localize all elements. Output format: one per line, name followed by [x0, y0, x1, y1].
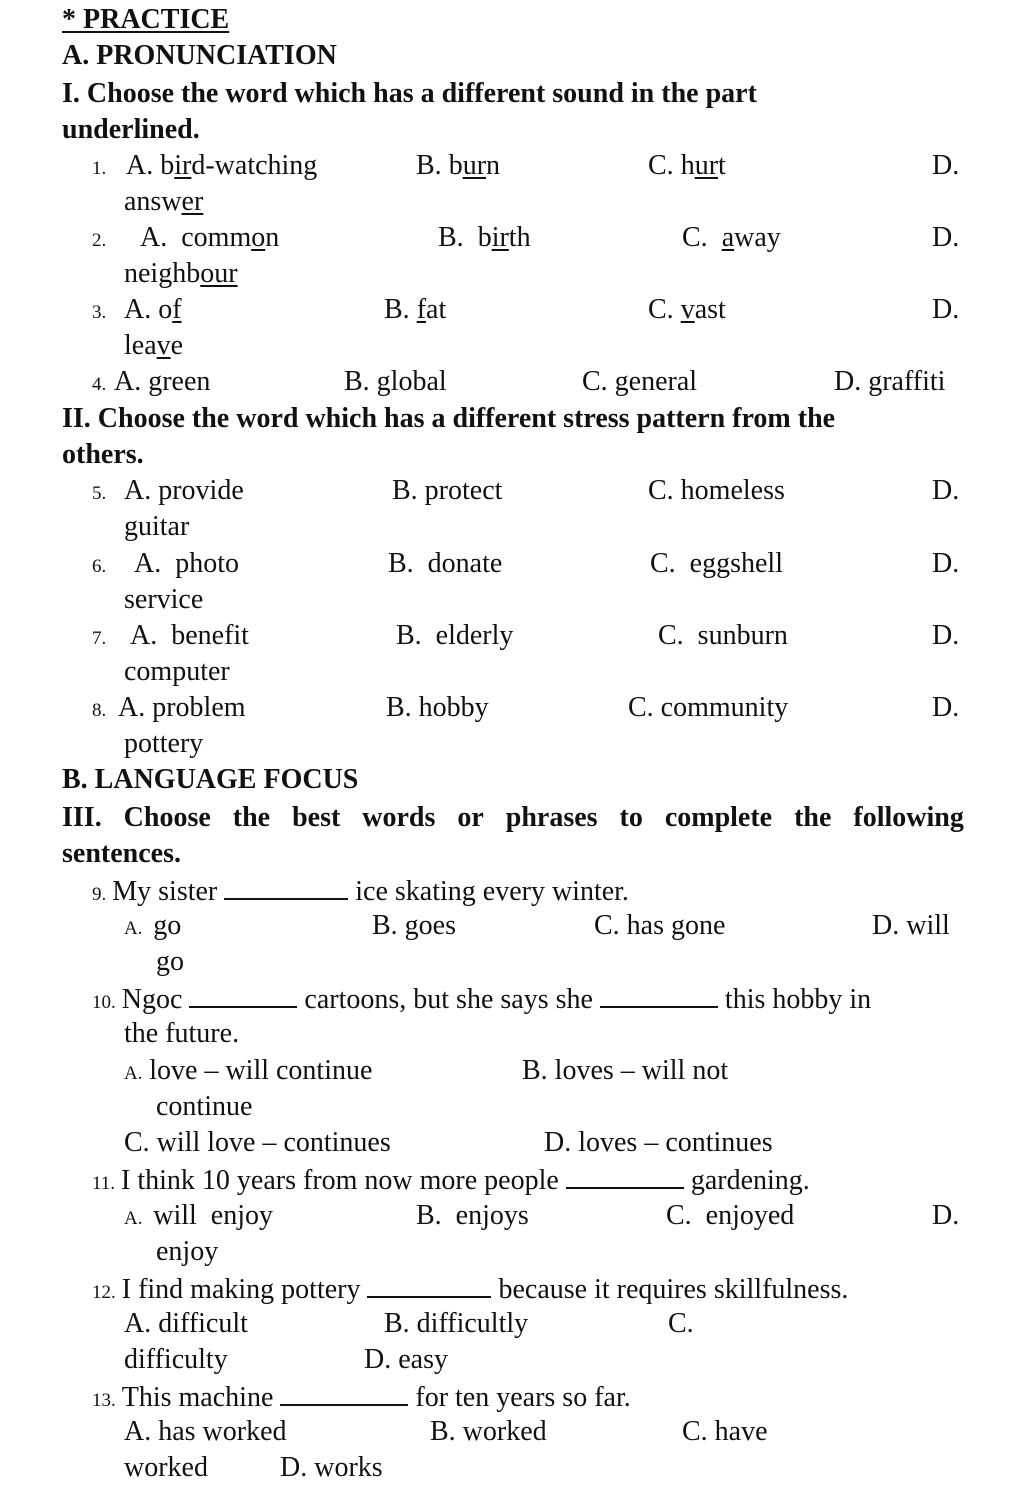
q8-number: 8.: [92, 700, 107, 721]
q10-option-b-cont: continue: [156, 1091, 253, 1122]
q10-option-d: D. loves – continues: [544, 1127, 773, 1158]
q9-option-b: B. goes: [372, 910, 456, 941]
q9-answer-blank[interactable]: [224, 872, 348, 900]
q10-option-b: B. loves – will not: [522, 1055, 729, 1086]
q8-option-d-label: D.: [932, 692, 960, 723]
q2-option-a: A. common: [140, 222, 280, 253]
q8-option-b: B. hobby: [386, 692, 489, 723]
q10-answer-blank-2[interactable]: [600, 980, 718, 1008]
q7-option-c: C. sunburn: [658, 620, 788, 651]
q12-option-c-label: C.: [668, 1308, 694, 1339]
q2-option-d: neighbour: [124, 258, 238, 289]
q3-option-a: A. of: [124, 294, 182, 325]
part-i-instruction-line1: I. Choose the word which has a different sound in the part: [62, 78, 757, 109]
q3-option-c: C. vast: [648, 294, 726, 325]
part-ii-instruction-line2: others.: [62, 439, 144, 470]
q6-option-c: C. eggshell: [650, 548, 783, 579]
section-b-heading: B. LANGUAGE FOCUS: [62, 764, 359, 795]
q9-option-d: D. will: [872, 910, 950, 941]
q8-option-c: C. community: [628, 692, 789, 723]
q13-option-d: D. works: [280, 1452, 383, 1483]
q7-number: 7.: [92, 628, 107, 649]
q8-option-a: A. problem: [118, 692, 246, 723]
q2-number: 2.: [92, 230, 107, 251]
q9-option-d-cont: go: [156, 946, 184, 977]
q6-number: 6.: [92, 556, 107, 577]
q9-stem: 9. My sister ice skating every winter.: [92, 872, 629, 913]
q1-option-c: C. hurt: [648, 150, 726, 181]
q5-option-d-label: D.: [932, 475, 960, 506]
q13-option-c-label: C. have: [682, 1416, 768, 1447]
q11-answer-blank[interactable]: [566, 1161, 684, 1189]
q10-option-a: A. love – will continue: [124, 1055, 373, 1086]
part-iii-instruction-line2: sentences.: [62, 838, 181, 869]
q11-option-d: enjoy: [156, 1236, 219, 1267]
section-a-heading: A. PRONUNCIATION: [62, 40, 337, 71]
q10-answer-blank-1[interactable]: [189, 980, 297, 1008]
q7-option-d: computer: [124, 656, 230, 687]
q6-option-b: B. donate: [388, 548, 503, 579]
q9-option-c: C. has gone: [594, 910, 726, 941]
q5-number: 5.: [92, 483, 107, 504]
q2-option-d-label: D.: [932, 222, 960, 253]
q4-option-b: B. global: [344, 366, 447, 397]
q12-stem: 12. I find making pottery because it requires skillfulness.: [92, 1270, 848, 1311]
q9-option-a: A. go: [124, 910, 182, 941]
q3-number: 3.: [92, 302, 107, 323]
q6-option-d: service: [124, 584, 204, 615]
q13-option-c: worked: [124, 1452, 208, 1483]
q12-option-c: difficulty: [124, 1344, 228, 1375]
q10-option-c: C. will love – continues: [124, 1127, 391, 1158]
part-i-instruction-line2: underlined.: [62, 114, 200, 145]
q7-option-b: B. elderly: [396, 620, 514, 651]
practice-heading: * PRACTICE: [62, 4, 230, 35]
q4-number: 4.: [92, 374, 107, 395]
q2-option-b: B. birth: [438, 222, 531, 253]
q12-option-a: A. difficult: [124, 1308, 248, 1339]
q1-option-d: answer: [124, 186, 204, 217]
q4-option-c: C. general: [582, 366, 698, 397]
q3-option-d-label: D.: [932, 294, 960, 325]
q3-option-b: B. fat: [384, 294, 447, 325]
part-iii-instruction-line1: III. Choose the best words or phrases to complete the following: [62, 802, 964, 833]
q13-stem: 13. This machine for ten years so far.: [92, 1378, 631, 1419]
q5-option-d: guitar: [124, 511, 190, 542]
q3-option-d: leave: [124, 330, 184, 361]
q11-stem: 11. I think 10 years from now more people gardening.: [92, 1161, 810, 1202]
q10-stem: 10. Ngoc cartoons, but she says she this hobby in: [92, 980, 871, 1021]
q7-option-a: A. benefit: [130, 620, 249, 651]
q2-option-c: C. away: [682, 222, 781, 253]
q1-number: 1.: [92, 158, 107, 179]
q11-option-a: A. will enjoy: [124, 1200, 273, 1231]
q11-option-c: C. enjoyed: [666, 1200, 795, 1231]
q7-option-d-label: D.: [932, 620, 960, 651]
q6-option-d-label: D.: [932, 548, 960, 579]
q12-option-d: D. easy: [364, 1344, 448, 1375]
q12-option-b: B. difficultly: [384, 1308, 529, 1339]
q1-option-d-label: D.: [932, 150, 960, 181]
q13-option-b: B. worked: [430, 1416, 547, 1447]
q12-answer-blank[interactable]: [367, 1270, 491, 1298]
q11-option-b: B. enjoys: [416, 1200, 529, 1231]
part-ii-instruction-line1: II. Choose the word which has a different stress pattern from the: [62, 403, 836, 434]
q4-option-a: A. green: [114, 366, 211, 397]
q11-option-d-label: D.: [932, 1200, 960, 1231]
q8-option-d: pottery: [124, 728, 204, 759]
q5-option-c: C. homeless: [648, 475, 785, 506]
q10-stem-line2: the future.: [124, 1018, 240, 1049]
q1-option-b: B. burn: [416, 150, 501, 181]
q1-option-a: A. bird-watching: [126, 150, 318, 181]
q6-option-a: A. photo: [134, 548, 239, 579]
q5-option-b: B. protect: [392, 475, 503, 506]
q13-option-a: A. has worked: [124, 1416, 287, 1447]
q13-answer-blank[interactable]: [280, 1378, 408, 1406]
q5-option-a: A. provide: [124, 475, 244, 506]
q4-option-d: D. graffiti: [834, 366, 946, 397]
